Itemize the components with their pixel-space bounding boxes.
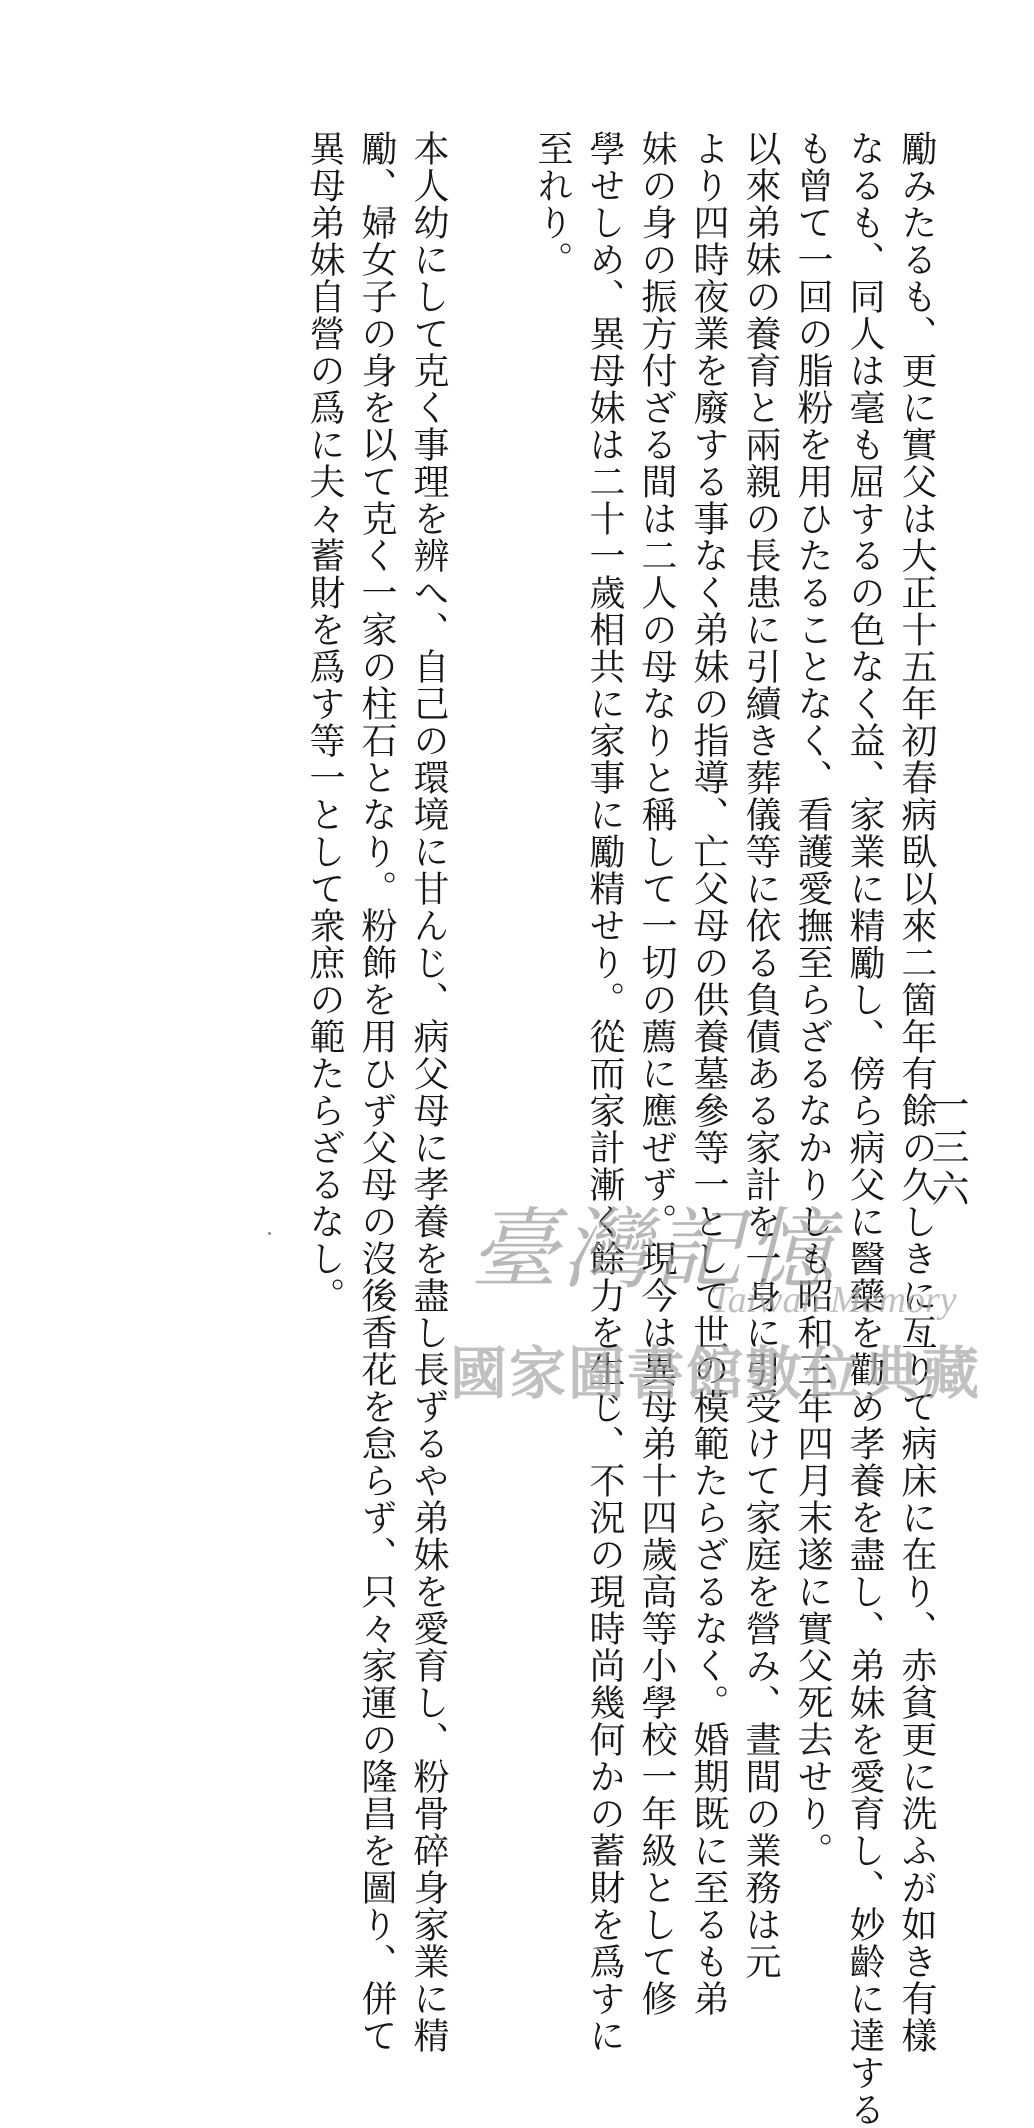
text-column: 勵、婦女子の身を以て克く一家の柱石となり。粉飾を用ひず父母の沒後香花を怠らず、只々家運の隆昌を圖り、併て bbox=[356, 130, 397, 2054]
watermark-english: Taiwan Memory bbox=[710, 1279, 957, 1321]
text-column: より四時夜業を廢する事なく弟妹の指導、亡父母の供養墓參等一として世の模範たらざるなく。婚期既に至るも弟 bbox=[688, 130, 729, 2017]
text-column: 勵みたるも、更に實父は大正十五年初春病臥以來二箇年有餘の久しきに亙りて病床に在り、赤貧更に洗ふが如き有樣 bbox=[896, 130, 937, 2054]
body-text bbox=[298, 130, 942, 2128]
text-column: も曾て一回の脂粉を用ひたることなく、看護愛撫至らざるなかりしも昭和三年四月末遂に實父死去せり。 bbox=[792, 130, 833, 1869]
page-number: 一三六 bbox=[925, 1085, 969, 1211]
text-column: 本人幼にして克く事理を辨へ、自己の環境に甘んじ、病父母に孝養を盡し長ずるや弟妹を愛育し、粉骨碎身家業に精 bbox=[408, 130, 449, 2054]
text-column: 至れり。 bbox=[532, 130, 573, 278]
watermark-organization: 國家圖書館數位典藏 bbox=[450, 1341, 981, 1407]
text-column: 異母弟妹自營の爲に夫々蓄財を爲す等一として衆庶の範たらざるなし。 bbox=[304, 130, 345, 1314]
text-column: 妹の身の振方付ざる間は二人の母なりと稱して一切の薦に應ぜず。現今は異母弟十四歲高等小學校一年級として修 bbox=[636, 130, 677, 2017]
scan-speck bbox=[268, 1232, 271, 1235]
watermark-logo-text: 臺灣記憶 bbox=[470, 1198, 839, 1301]
text-column: 以來弟妹の養育と兩親の長患に引續き葬儀等に依る負債ある家計を一身に引受けて家庭を營み、晝間の業務は元 bbox=[740, 130, 781, 1980]
text-column: なるも、同人は毫も屈するの色なく益、家業に精勵し、傍ら病父に醫藥を勸め孝養を盡し、弟妹を愛育し、妙齡に達する bbox=[844, 130, 885, 2128]
text-column: 學せしめ、異母妹は二十一歲相共に家事に勵精せり。從而家計漸く餘力を生じ、不況の現時尚幾何かの蓄財を爲すに bbox=[584, 130, 625, 2054]
